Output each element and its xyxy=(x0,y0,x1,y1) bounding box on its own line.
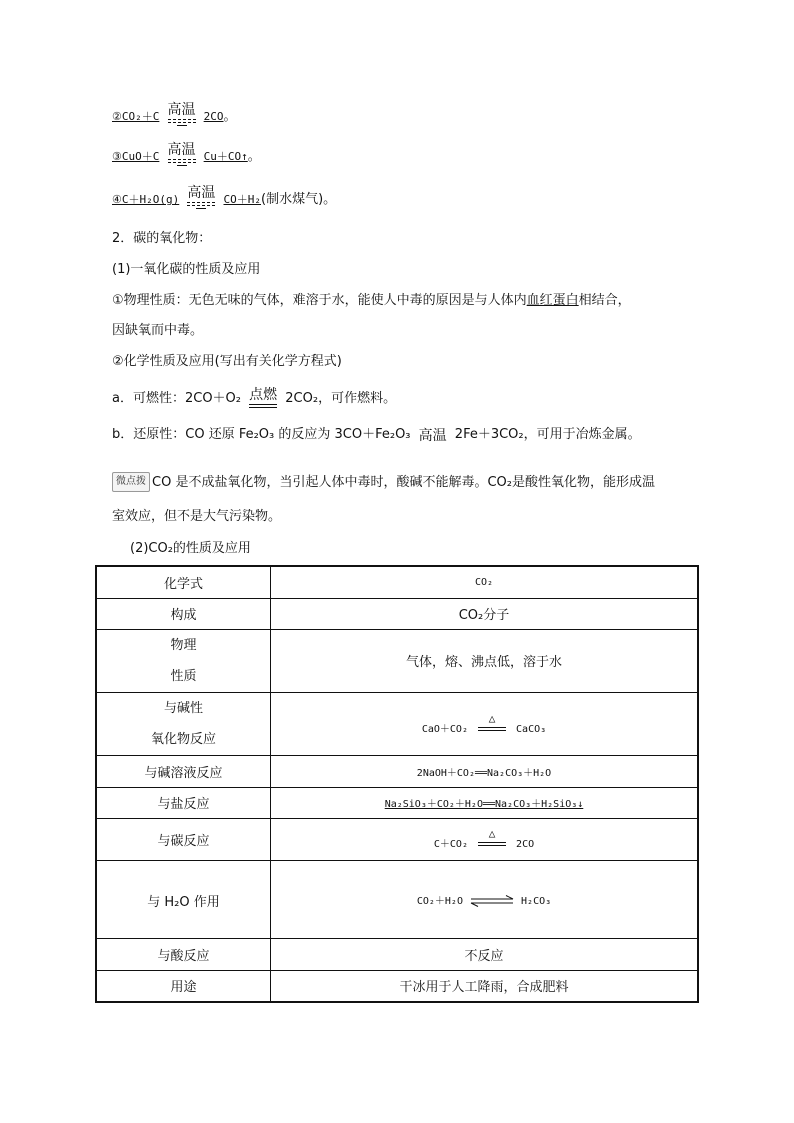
row-value: C＋CO₂ △ 2CO xyxy=(271,818,699,860)
row-value: CO₂＋H₂O H₂CO₃ xyxy=(271,860,699,938)
table-row xyxy=(96,970,698,1002)
row-value: CaO＋CO₂ △ CaCO₃ xyxy=(271,692,699,755)
reaction-3: ③CuO＋C 高温 Cu＋CO↑。 xyxy=(112,142,261,164)
row-value: 气体，熔、沸点低，溶于水 xyxy=(271,629,699,692)
condition: 高温 xyxy=(187,186,215,209)
reaction-left: ③CuO＋C xyxy=(112,150,160,163)
subsection-co: (1)一氧化碳的性质及应用 xyxy=(112,262,261,277)
condition: 高温 xyxy=(168,103,196,126)
reaction-4: ④C＋H₂O(g) 高温 CO＋H₂(制水煤气)。 xyxy=(112,185,337,207)
reaction-left: ②CO₂＋C xyxy=(112,110,160,123)
row-key: 化学式 xyxy=(96,566,271,598)
row-key: 与酸反应 xyxy=(96,938,271,970)
row-value: 不反应 xyxy=(271,938,699,970)
table-row xyxy=(96,598,698,629)
table-row xyxy=(96,938,698,970)
condition: △ xyxy=(478,713,506,735)
reaction-right: 2CO xyxy=(203,110,224,123)
row-value: CO₂分子 xyxy=(271,598,699,629)
condition: 高温 xyxy=(418,428,447,444)
row-key: 构成 xyxy=(96,598,271,629)
co2-properties-table xyxy=(95,565,699,1003)
row-key: 物理 性质 xyxy=(96,629,271,692)
table-row xyxy=(96,860,698,938)
row-value: CO₂ xyxy=(271,566,699,598)
physical-properties-cont: 因缺氧而中毒。 xyxy=(112,323,204,338)
hemoglobin-term: 血红蛋白 xyxy=(526,293,579,308)
reaction-left: ④C＋H₂O(g) xyxy=(112,193,180,206)
reaction-right: Cu＋CO↑ xyxy=(203,150,248,163)
section-title: 2．碳的氧化物： xyxy=(112,231,212,246)
reversible-arrow-icon xyxy=(469,895,515,907)
table-row xyxy=(96,787,698,818)
row-key: 与碱溶液反应 xyxy=(96,755,271,787)
table-row xyxy=(96,692,698,755)
row-key: 与盐反应 xyxy=(96,787,271,818)
tip-line-cont: 室效应，但不是大气污染物。 xyxy=(112,509,282,524)
table-row xyxy=(96,629,698,692)
tip-badge: 微点拨 xyxy=(112,472,150,492)
row-key: 与碳反应 xyxy=(96,818,271,860)
reduction-line: b．还原性：CO 还原 Fe₂O₃ 的反应为 3CO＋Fe₂O₃ 高温 2Fe＋3CO₂，可用于冶炼金属。 xyxy=(112,427,641,444)
condition: 点燃 xyxy=(249,388,277,408)
reaction-2: ②CO₂＋C 高温 2CO。 xyxy=(112,102,237,124)
chemical-properties: ②化学性质及应用(写出有关化学方程式) xyxy=(112,354,342,369)
reaction-right: CO＋H₂ xyxy=(223,193,262,206)
combustion-line: a．可燃性：2CO＋O₂ 点燃 2CO₂，可作燃料。 xyxy=(112,387,397,406)
tip-line: 微点拨 CO 是不成盐氧化物，当引起人体中毒时，酸碱不能解毒。CO₂是酸性氧化物，能形成温 xyxy=(112,472,655,492)
row-value: 干冰用于人工降雨，合成肥料 xyxy=(271,970,699,1002)
physical-properties: ①物理性质：无色无味的气体，难溶于水，能使人中毒的原因是与人体内血红蛋白相结合， xyxy=(112,293,631,308)
subsection-co2: (2)CO₂的性质及应用 xyxy=(130,541,251,556)
row-key: 用途 xyxy=(96,970,271,1002)
table-row xyxy=(96,818,698,860)
row-value: Na₂SiO₃＋CO₂＋H₂O══Na₂CO₃＋H₂SiO₃↓ xyxy=(271,787,699,818)
condition: △ xyxy=(478,828,506,850)
condition: 高温 xyxy=(168,143,196,166)
row-key: 与碱性 氧化物反应 xyxy=(96,692,271,755)
row-value: 2NaOH＋CO₂══Na₂CO₃＋H₂O xyxy=(271,755,699,787)
table-row xyxy=(96,566,698,598)
row-key: 与 H₂O 作用 xyxy=(96,860,271,938)
table-row xyxy=(96,755,698,787)
